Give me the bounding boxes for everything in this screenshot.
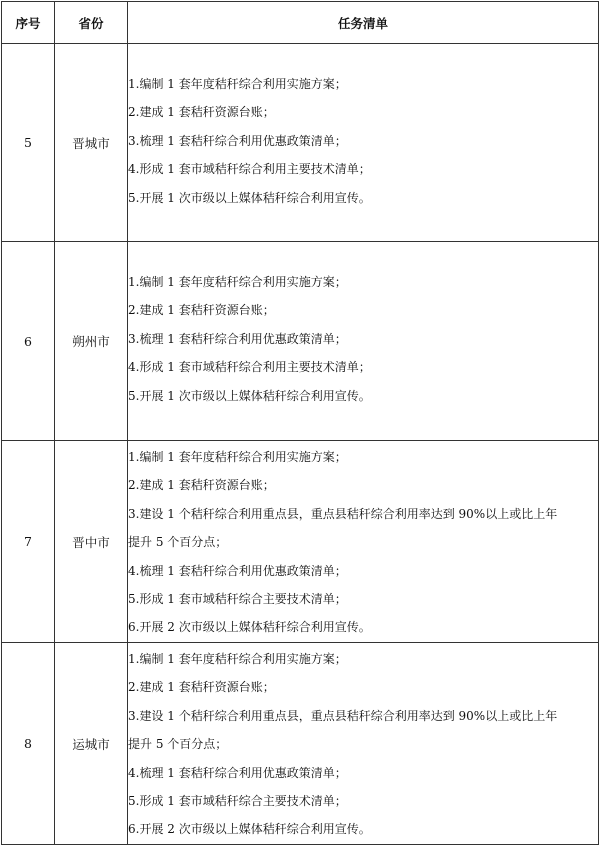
table-row [2, 441, 599, 643]
task-item: 5.开展 1 次市级以上媒体秸秆综合利用宣传。 [128, 388, 371, 403]
task-item: 5.形成 1 套市域秸秆综合主要技术清单； [128, 592, 347, 607]
header-task-list: 任务清单 [128, 2, 599, 44]
row-city-name: 运城市 [55, 643, 128, 845]
task-list-table [1, 1, 599, 845]
row-task-list [128, 643, 599, 845]
task-item: 3.梳理 1 套秸秆综合利用优惠政策清单； [128, 331, 347, 346]
table-row [2, 44, 599, 242]
task-item: 2.建成 1 套秸秆资源台账； [128, 478, 275, 493]
task-item: 4.梳理 1 套秸秆综合利用优惠政策清单； [128, 765, 347, 780]
row-task-list [128, 441, 599, 643]
row-serial-number: 6 [2, 242, 55, 441]
row-serial-number: 8 [2, 643, 55, 845]
task-item: 3.梳理 1 套秸秆综合利用优惠政策清单； [128, 133, 347, 148]
task-item: 1.编制 1 套年度秸秆综合利用实施方案； [128, 77, 347, 91]
task-item: 3.建设 1 个秸秆综合利用重点县，重点县秸秆综合利用率达到 90%以上或比上年 [128, 708, 558, 723]
task-item-continuation: 提升 5 个百分点； [128, 535, 228, 550]
row-serial-number: 5 [2, 44, 55, 242]
row-city-name: 晋城市 [55, 44, 128, 242]
row-serial-number: 7 [2, 441, 55, 643]
task-item: 2.建成 1 套秸秆资源台账； [128, 680, 275, 695]
task-item: 2.建成 1 套秸秆资源台账； [128, 303, 275, 318]
task-item: 1.编制 1 套年度秸秆综合利用实施方案； [128, 652, 347, 666]
header-serial-number: 序号 [2, 2, 55, 44]
task-item: 6.开展 2 次市级以上媒体秸秆综合利用宣传。 [128, 620, 371, 635]
table-row [2, 643, 599, 845]
task-item: 4.形成 1 套市域秸秆综合利用主要技术清单； [128, 162, 371, 177]
task-item: 3.建设 1 个秸秆综合利用重点县，重点县秸秆综合利用率达到 90%以上或比上年 [128, 506, 558, 521]
task-item: 5.开展 1 次市级以上媒体秸秆综合利用宣传。 [128, 190, 371, 205]
header-province: 省份 [55, 2, 128, 44]
task-item: 4.梳理 1 套秸秆综合利用优惠政策清单； [128, 563, 347, 578]
task-item: 6.开展 2 次市级以上媒体秸秆综合利用宣传。 [128, 822, 371, 837]
table-row [2, 242, 599, 441]
row-city-name: 朔州市 [55, 242, 128, 441]
row-task-list [128, 242, 599, 441]
task-item: 4.形成 1 套市域秸秆综合利用主要技术清单； [128, 360, 371, 375]
task-item: 5.形成 1 套市域秸秆综合主要技术清单； [128, 794, 347, 809]
task-item: 1.编制 1 套年度秸秆综合利用实施方案； [128, 275, 347, 289]
table-header-row [2, 2, 599, 44]
task-item-continuation: 提升 5 个百分点； [128, 737, 228, 752]
task-item: 1.编制 1 套年度秸秆综合利用实施方案； [128, 450, 347, 464]
row-city-name: 晋中市 [55, 441, 128, 643]
task-item: 2.建成 1 套秸秆资源台账； [128, 105, 275, 120]
row-task-list [128, 44, 599, 242]
